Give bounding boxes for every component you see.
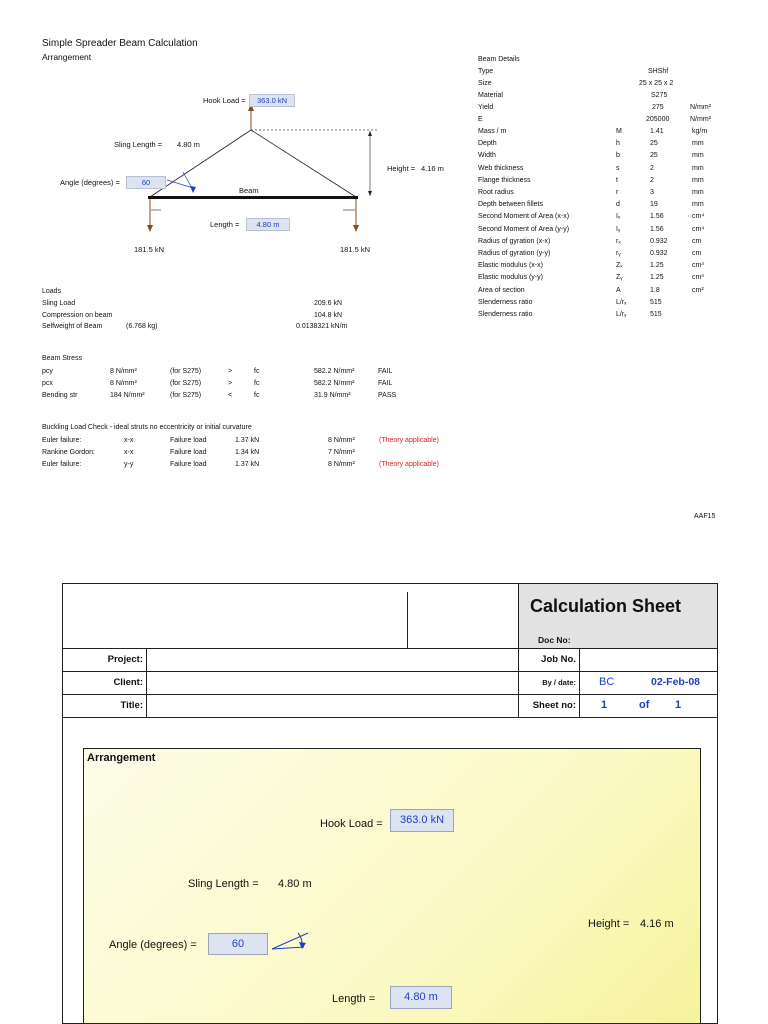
property-value: 1.25 [650,274,664,282]
material-label: Material [478,92,503,99]
stress-symbol: fc [254,392,260,399]
spreader-diagram [0,0,470,270]
stress-heading: Beam Stress [42,355,83,362]
sheet-length-label: Length = [332,993,376,1005]
stress-grade: (for S275) [170,368,202,375]
buckling-axis: x-x [124,449,134,456]
project-field[interactable] [147,649,517,670]
stress-allowable: 8 N/mm² [110,380,137,387]
stress-label: Bending str [42,392,78,399]
buckling-failure-label: Failure load [170,461,207,468]
property-unit: mm [692,189,704,196]
by-date-label: By / date: [542,678,576,687]
job-no-label: Job No. [541,654,576,665]
e-value: 205000 [646,116,670,123]
sheet-no-value[interactable]: 1 [601,699,608,711]
property-label: Radius of gyration (x-x) [478,237,551,245]
property-symbol: Zᵧ [616,274,623,282]
beam-details-heading: Beam Details [478,56,520,63]
buckling-note: (Theory applicable) [379,437,439,444]
angle-label: Angle (degrees) = [60,178,120,187]
sheet-angle-input[interactable]: 60 [208,933,268,955]
property-symbol: h [616,140,620,148]
property-label: Second Moment of Area (y-y) [478,225,570,233]
load-value: 209.6 kN [314,300,343,307]
buckling-method: Euler failure: [42,461,82,468]
property-unit: mm [692,164,704,172]
property-unit: cm [692,237,702,245]
calculation-sheet [62,583,718,1024]
sheet-height-value: 4.16 m [640,918,674,930]
property-value: 25 [650,152,658,160]
load-extra: (6.768 kg) [126,323,158,330]
buckling-method: Euler failure: [42,437,82,444]
property-value: 1.56 [650,213,664,221]
property-symbol: rₓ [616,237,621,245]
arrangement-heading: Arrangement [87,752,156,764]
sling-length-value: 4.80 m [177,140,200,149]
property-label: Slenderness ratio [478,311,533,318]
property-symbol: Zₓ [616,262,623,270]
property-symbol: rᵧ [616,250,621,257]
property-value: 0.932 [650,250,668,257]
stress-calculated: 582.2 N/mm² [314,380,355,387]
height-label: Height = [387,164,416,173]
property-label: Depth [478,140,497,148]
project-label: Project: [107,654,143,665]
property-unit: mm [692,176,704,184]
size-value[interactable]: 25 x 25 x 2 [639,80,674,87]
property-unit: cm³ [692,274,704,282]
height-value: 4.16 m [421,164,444,173]
buckling-failure-label: Failure load [170,449,207,456]
yield-value: 275 [652,104,664,111]
sheet-hook-load-input[interactable]: 363.0 kN [390,809,454,832]
property-unit: kg/m [692,128,708,135]
property-value: 3 [650,189,654,196]
title-divider [407,592,408,648]
stress-grade: (for S275) [170,380,202,387]
type-value[interactable]: SHShf [648,68,669,75]
beam-label: Beam [239,186,259,195]
property-value: 2 [650,164,654,172]
sheet-sling-length-value: 4.80 m [278,878,312,890]
type-label: Type [478,68,494,75]
buckling-method: Rankine Gordon: [42,449,95,456]
client-field[interactable] [147,672,517,693]
buckling-heading: Buckling Load Check - ideal struts no eccentricity or initial curvature [42,424,252,431]
buckling-axis: x-x [124,437,134,444]
property-symbol: t [616,176,618,184]
property-label: Flange thickness [478,176,531,184]
sheet-hook-load-label: Hook Load = [320,818,383,830]
buckling-stress: 7 N/mm² [328,449,355,456]
date-value[interactable]: 02-Feb-08 [651,676,701,688]
sheet-sling-length-label: Sling Length = [188,878,259,890]
property-value: 2 [650,176,654,184]
stress-operator: < [228,392,233,399]
stress-result: FAIL [378,380,393,387]
sling-length-label: Sling Length = [114,140,163,149]
length-label: Length = [210,220,240,229]
reaction-left: 181.5 kN [134,245,165,254]
property-unit: cm [692,250,702,257]
stress-result: PASS [378,392,397,399]
hook-load-input[interactable]: 363.0 kN [249,94,295,107]
property-label: Web thickness [478,164,524,172]
property-label: Root radius [478,189,514,196]
yield-label: Yield [478,104,494,111]
yield-unit: N/mm² [690,104,711,111]
property-value: 19 [650,201,658,209]
stress-operator: > [228,380,233,387]
sheet-height-label: Height = [588,918,630,930]
property-unit: mm [692,152,704,160]
stress-allowable: 8 N/mm² [110,368,137,375]
buckling-axis: y-y [124,461,134,468]
loads-heading: Loads [42,288,62,295]
of-label: of [639,699,650,711]
property-label: Elastic modulus (y-y) [478,274,543,282]
sheet-total[interactable]: 1 [675,699,682,711]
property-value: 1.25 [650,262,664,270]
sheet-length-input[interactable]: 4.80 m [390,986,452,1009]
load-value: 0.0138321 kN/m [296,323,348,330]
buckling-note: (Theory applicable) [379,461,439,468]
property-unit: mm [692,140,704,148]
stress-allowable: 184 N/mm² [110,392,145,399]
property-value: 1.8 [650,286,660,294]
property-symbol: Iₓ [616,213,621,221]
property-label: Second Moment of Area (x-x) [478,213,570,221]
property-label: Width [478,152,496,160]
stress-operator: > [228,368,233,375]
stress-calculated: 582.2 N/mm² [314,368,355,375]
property-value: 1.41 [650,128,664,135]
property-unit: cm⁴ [692,213,705,221]
sheet-angle-label: Angle (degrees) = [109,939,197,951]
page-subtitle: Arrangement [42,52,92,62]
property-value: 25 [650,140,658,148]
hook-load-label: Hook Load = [203,96,246,105]
title-field[interactable] [147,695,517,716]
page-title: Simple Spreader Beam Calculation [42,38,198,49]
stress-result: FAIL [378,368,393,375]
property-symbol: M [616,128,622,135]
size-label: Size [478,80,492,87]
property-label: Slenderness ratio [478,298,533,306]
e-unit: N/mm² [690,116,711,123]
property-unit: cm⁴ [692,225,705,233]
property-label: Radius of gyration (y-y) [478,250,551,257]
stress-symbol: fc [254,368,260,375]
material-value[interactable]: S275 [651,92,668,99]
property-unit: cm³ [692,262,704,270]
stress-symbol: fc [254,380,260,387]
property-symbol: r [616,189,619,196]
property-symbol: d [616,201,620,209]
load-label: Sling Load [42,300,76,307]
load-label: Selfweight of Beam [42,323,103,330]
stress-label: pcy [42,368,53,375]
buckling-failure-load: 1.37 kN [235,461,260,468]
property-label: Mass / m [478,128,507,135]
property-symbol: A [616,286,621,294]
sheet-no-label: Sheet no: [532,700,576,711]
angle-indicator-icon [270,929,314,957]
property-symbol: s [616,164,620,172]
property-unit: cm² [692,286,704,294]
property-label: Elastic modulus (x-x) [478,262,543,270]
client-label: Client: [113,677,143,688]
property-value: 515 [650,298,662,306]
property-symbol: Iᵧ [616,225,621,233]
stress-label: pcx [42,380,53,387]
doc-no-label: Doc No: [538,635,571,645]
property-value: 1.56 [650,225,664,233]
property-symbol: b [616,152,620,160]
buckling-failure-load: 1.34 kN [235,449,260,456]
buckling-stress: 8 N/mm² [328,461,355,468]
buckling-stress: 8 N/mm² [328,437,355,444]
buckling-failure-load: 1.37 kN [235,437,260,444]
property-value: 0.932 [650,237,668,245]
property-value: 515 [650,311,662,318]
stress-grade: (for S275) [170,392,202,399]
arrangement-panel [83,748,701,1024]
load-value: 104.8 kN [314,311,343,319]
title-label: Title: [120,700,143,711]
load-label: Compression on beam [42,311,113,319]
property-label: Area of section [478,286,525,294]
property-unit: mm [692,201,704,209]
stress-calculated: 31.9 N/mm² [314,392,351,399]
buckling-failure-label: Failure load [170,437,207,444]
property-label: Depth between fillets [478,201,543,209]
length-input[interactable]: 4.80 m [246,218,290,231]
angle-input[interactable]: 60 [126,176,166,189]
property-symbol: L/rᵧ [616,311,627,318]
sheet-title: Calculation Sheet [530,596,682,616]
e-label: E [478,116,483,123]
reaction-right: 181.5 kN [340,245,371,254]
reference-code: AAF15 [694,513,716,520]
by-value[interactable]: BC [599,676,615,688]
property-symbol: L/rₓ [616,298,627,306]
